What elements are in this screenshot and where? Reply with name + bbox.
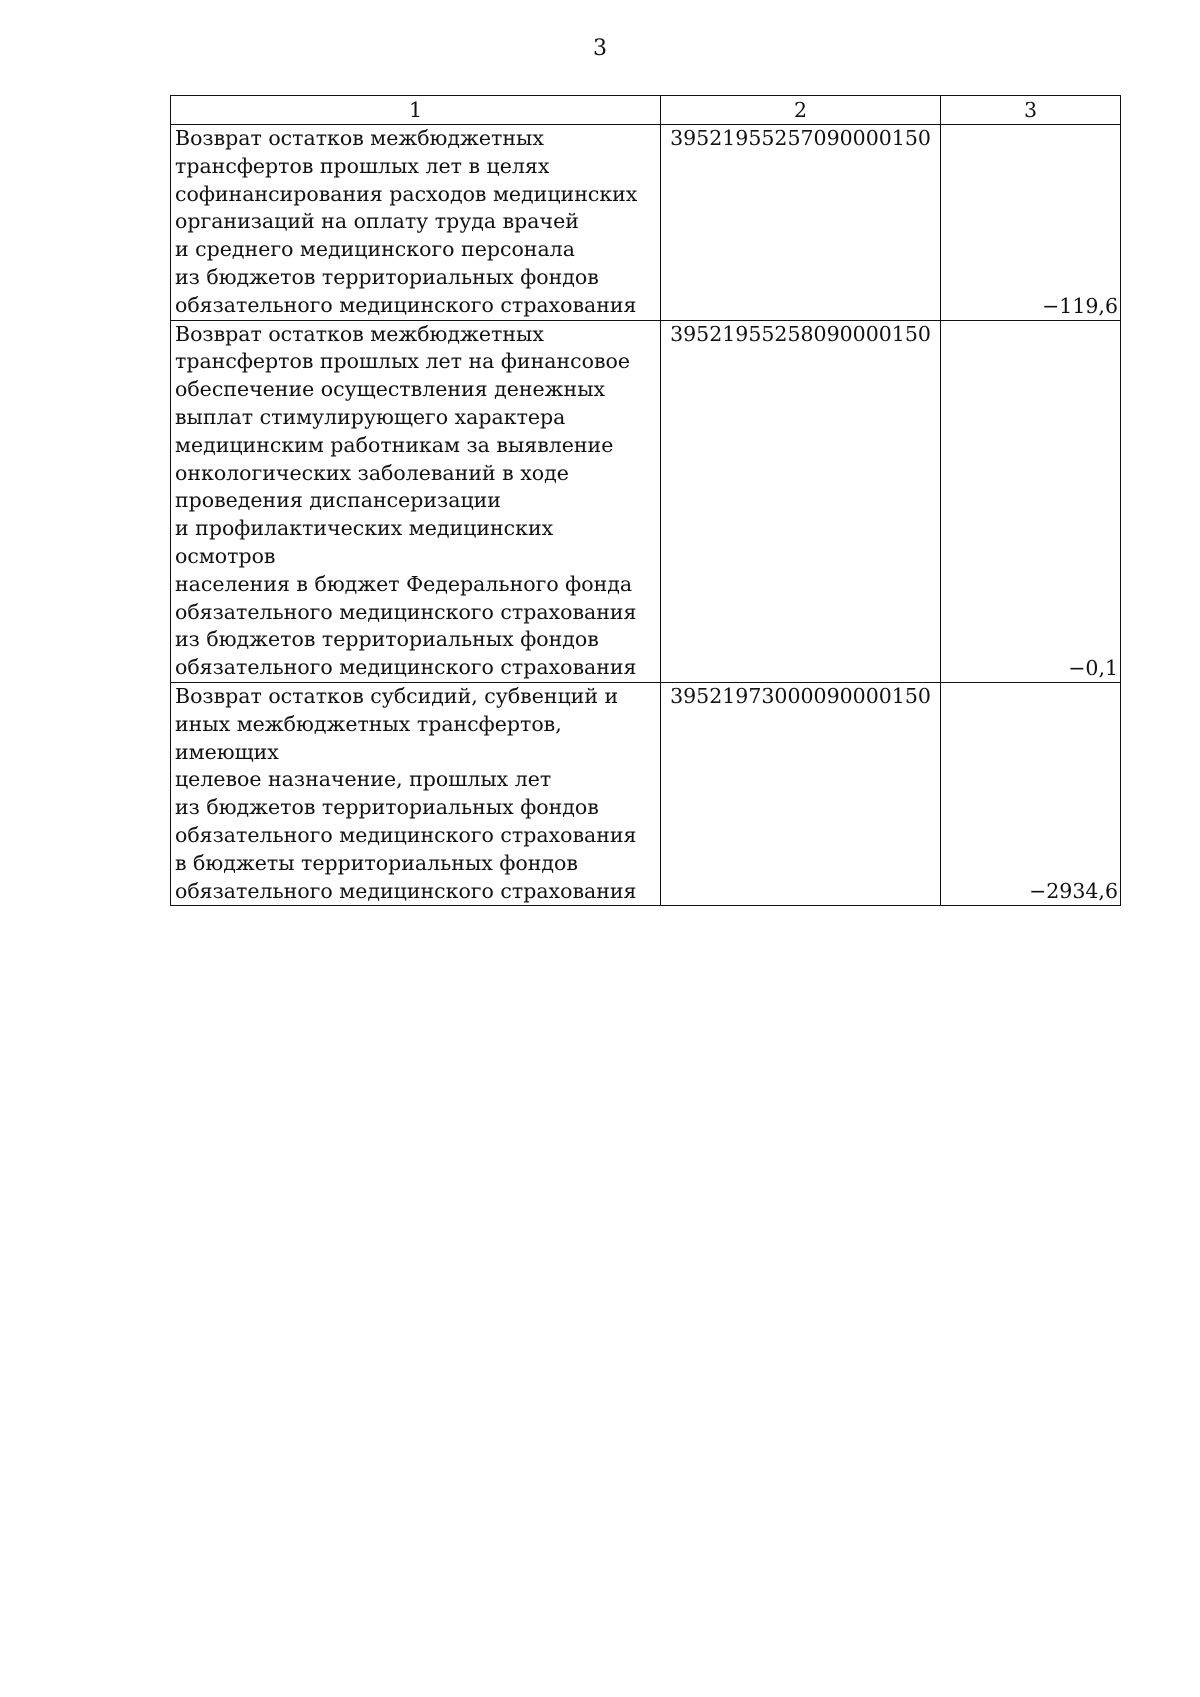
page-number: 3: [593, 36, 607, 61]
row-amount: −2934,6: [1029, 879, 1118, 904]
row-description: Возврат остатков субсидий, субвенций и иных межбюджетных трансфертов, имеющих целевое назначение, прошлых лет из бюджетов территориальных фондов обязательного медицинского страхования в бюджеты территориальных фондов обязательного медицинского страхования: [171, 682, 661, 905]
row-code: 39521955257090000150: [661, 125, 941, 321]
row-amount: −119,6: [1042, 293, 1118, 318]
table-header-row: [171, 96, 1121, 125]
row-amount-cell: [941, 125, 1121, 321]
row-code: 39521955258090000150: [661, 320, 941, 682]
column-header-1: 1: [171, 96, 661, 125]
budget-table: [170, 95, 1121, 906]
table-row: [171, 125, 1121, 321]
row-code: 39521973000090000150: [661, 682, 941, 905]
row-amount: −0,1: [1068, 655, 1118, 680]
row-description: Возврат остатков межбюджетных трансфертов прошлых лет на финансовое обеспечение осуществления денежных выплат стимулирующего характера медицинским работникам за выявление онкологических заболеваний в ходе проведения диспансеризации и профилактических медицинских осмотров населения в бюджет Федерального фонда обязательного медицинского страхования из бюджетов территориальных фондов обязательного медицинского страхования: [171, 320, 661, 682]
row-amount-cell: [941, 682, 1121, 905]
table-row: [171, 320, 1121, 682]
column-header-2: 2: [661, 96, 941, 125]
row-description: Возврат остатков межбюджетных трансфертов прошлых лет в целях софинансирования расходов медицинских организаций на оплату труда врачей и среднего медицинского персонала из бюджетов территориальных фондов обязательного медицинского страхования: [171, 125, 661, 321]
row-amount-cell: [941, 320, 1121, 682]
table-row: [171, 682, 1121, 905]
column-header-3: 3: [941, 96, 1121, 125]
